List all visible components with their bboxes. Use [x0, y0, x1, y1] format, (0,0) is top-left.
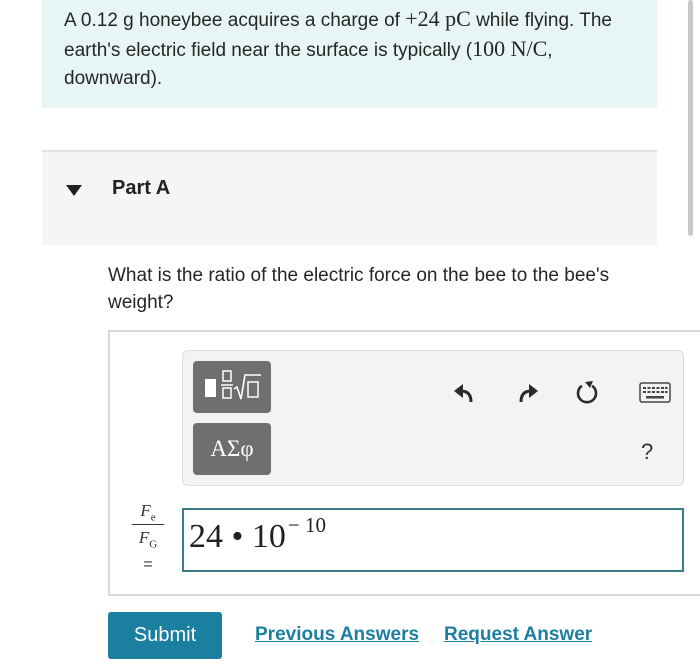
help-button[interactable]: ? — [641, 439, 654, 464]
charge-value: +24 pC — [405, 6, 471, 31]
undo-icon[interactable] — [452, 380, 478, 406]
scrollbar-thumb[interactable] — [688, 0, 693, 236]
fraction-bar — [132, 524, 164, 525]
problem-suffix: , downward). — [64, 40, 553, 89]
reset-icon[interactable] — [573, 378, 601, 406]
equals-sign: = — [143, 556, 153, 573]
submit-button[interactable]: Submit — [108, 612, 222, 659]
question-text: What is the ratio of the electric force on the bee to the bee's weight? — [108, 265, 610, 313]
redo-icon[interactable] — [514, 380, 540, 406]
fraction-numerator: $F_e$ — [140, 501, 156, 524]
multiply-dot: • — [231, 518, 244, 555]
fraction-denominator: $F_G$ — [138, 528, 158, 551]
answer-panel — [108, 330, 700, 596]
request-answer-link[interactable]: Request Answer — [444, 624, 593, 645]
part-a-header[interactable] — [42, 150, 657, 245]
answer-exponent: − 10 — [287, 513, 326, 537]
greek-symbols-button[interactable]: ΑΣφ — [193, 423, 271, 475]
field-value: 100 N/C — [472, 36, 548, 61]
keyboard-icon[interactable] — [639, 382, 671, 404]
fraction-radical-icon — [193, 361, 271, 413]
math-toolbar — [182, 350, 684, 486]
previous-answers-link[interactable]: Previous Answers — [255, 624, 420, 645]
problem-prefix: A 0.12 g honeybee acquires a charge of — [64, 10, 400, 31]
answer-input[interactable] — [182, 508, 684, 572]
answer-mantissa: 24 — [189, 518, 223, 555]
templates-button[interactable] — [193, 361, 271, 413]
collapse-triangle-icon[interactable] — [66, 185, 82, 196]
answer-base: 10 — [251, 518, 286, 555]
part-title: Part A — [112, 177, 171, 199]
answer-variable-label — [128, 500, 168, 549]
problem-statement — [42, 0, 657, 108]
problem-middle: while flying. The earth's electric field near the surface is typically ( — [64, 10, 612, 61]
